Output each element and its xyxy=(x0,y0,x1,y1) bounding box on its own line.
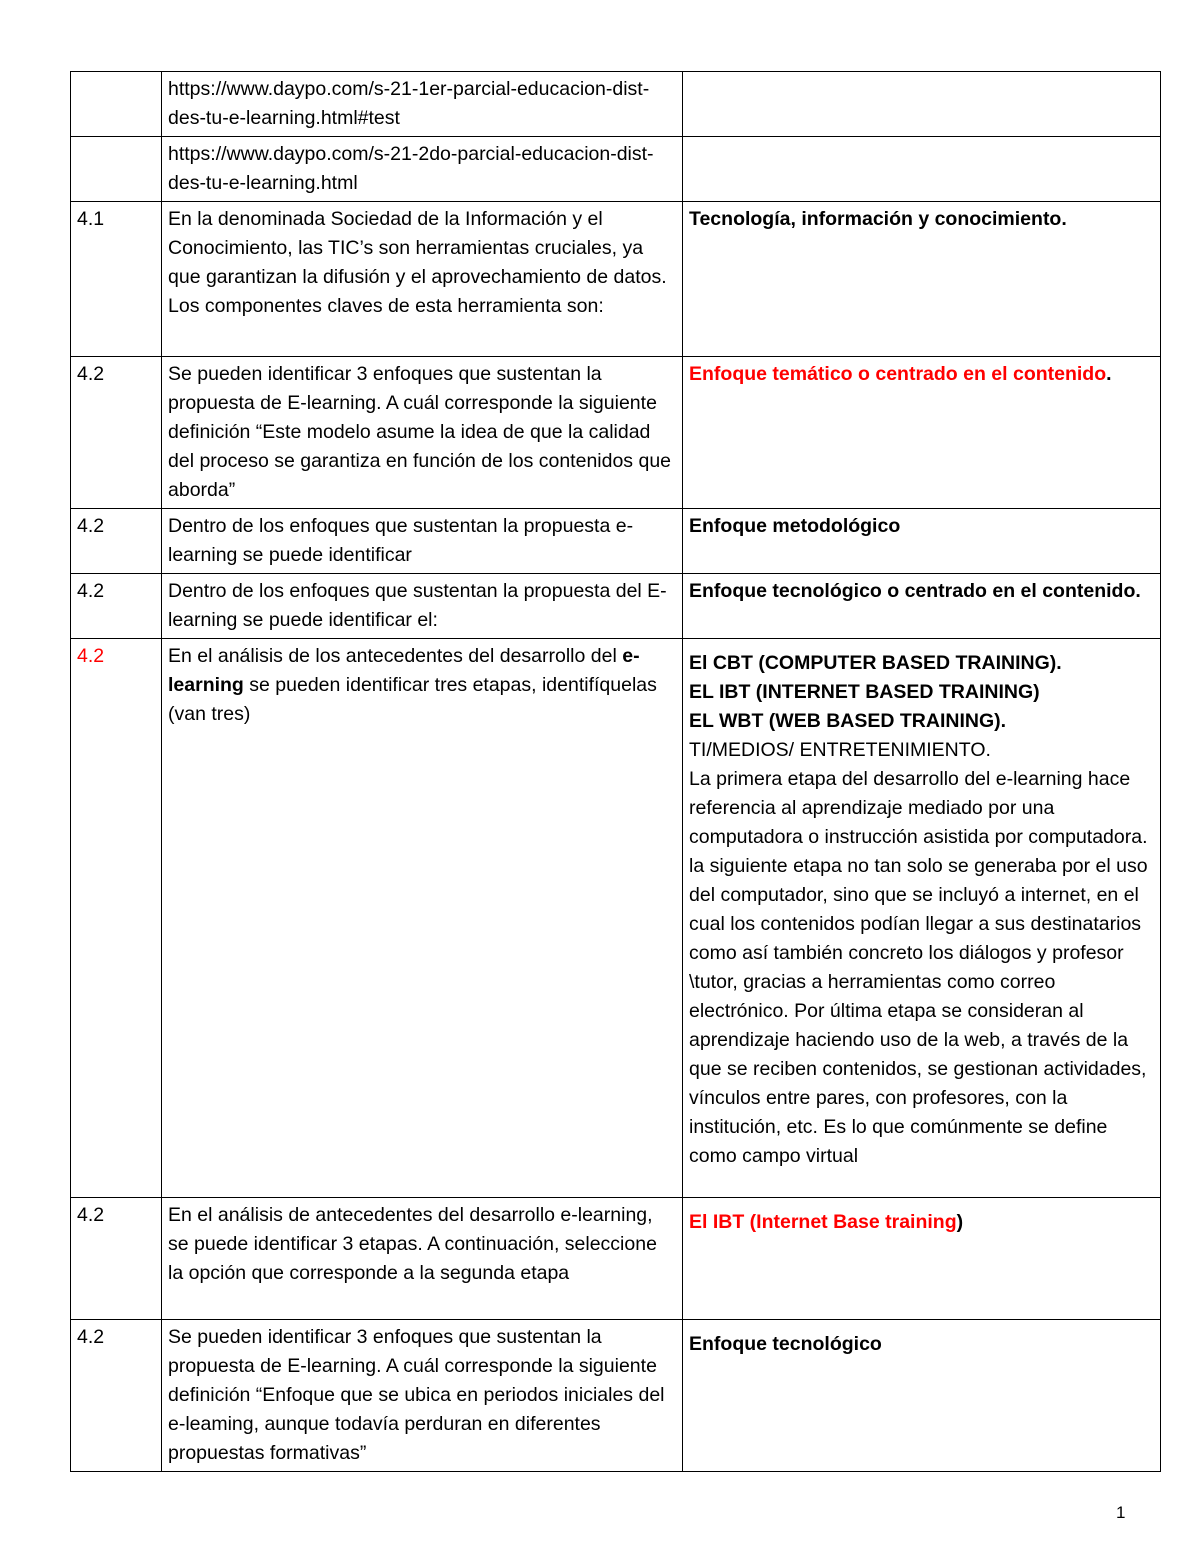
question-part: se pueden identificar tres etapas, identifíquelas (van tres) xyxy=(168,674,657,725)
table-row xyxy=(71,574,1161,639)
answer-cell xyxy=(683,1198,1161,1320)
row-number: 4.2 xyxy=(71,574,162,639)
question-text: Se pueden identificar 3 enfoques que sustentan la propuesta de E-learning. A cuál corresponde la siguiente definición “Este modelo asume la idea de que la calidad del proceso se garantiza en función de los contenidos que aborda” xyxy=(162,357,683,509)
answer-line: EL WBT (WEB BASED TRAINING). xyxy=(689,710,1007,732)
question-text: En la denominada Sociedad de la Información y el Conocimiento, las TIC’s son herramientas cruciales, ya que garantizan la difusión y el aprovechamiento de datos. Los componentes claves de esta herramienta son: xyxy=(162,202,683,357)
answer-paragraph: La primera etapa del desarrollo del e-learning hace referencia al aprendizaje mediado por una computadora o instrucción asistida por computadora. la siguiente etapa no tan solo se generaba por el uso del computador, sino que se incluyó a internet, en el cual los contenidos podían llegar a sus destinatarios como así también concreto los diálogos y profesor \tutor, gracias a herramientas como correo electrónico. Por última etapa se consideran al aprendizaje haciendo uso de la web, a través de la que se reciben contenidos, se gestionan actividades, vínculos entre pares, con profesores, con la institución, etc. Es lo que comúnmente se define como campo virtual xyxy=(689,768,1148,1167)
answer-cell xyxy=(683,72,1161,137)
answer-text: Enfoque temático o centrado en el contenido xyxy=(689,363,1107,385)
question-text: Dentro de los enfoques que sustentan la propuesta del E-learning se puede identificar el: xyxy=(162,574,683,639)
question-text: Dentro de los enfoques que sustentan la propuesta e-learning se puede identificar xyxy=(162,509,683,574)
table-row xyxy=(71,72,1161,137)
answer-punctuation: ) xyxy=(956,1211,964,1233)
answer-punctuation: . xyxy=(1106,363,1112,385)
table-row xyxy=(71,202,1161,357)
table-row xyxy=(71,357,1161,509)
question-link[interactable]: https://www.daypo.com/s-21-1er-parcial-educacion-dist-des-tu-e-learning.html#test xyxy=(162,72,683,137)
question-link[interactable]: https://www.daypo.com/s-21-2do-parcial-educacion-dist-des-tu-e-learning.html xyxy=(162,137,683,202)
table-row xyxy=(71,1320,1161,1472)
row-number: 4.2 xyxy=(71,509,162,574)
question-text: En el análisis de antecedentes del desarrollo e-learning, se puede identificar 3 etapas. A continuación, seleccione la opción que corresponde a la segunda etapa xyxy=(162,1198,683,1320)
page-number: 1 xyxy=(1116,1503,1126,1522)
answer-cell xyxy=(683,639,1161,1198)
row-number: 4.1 xyxy=(71,202,162,357)
question-text xyxy=(162,639,683,1198)
row-number: 4.2 xyxy=(71,357,162,509)
qa-table xyxy=(70,71,1161,1472)
answer-text: Tecnología, información y conocimiento. xyxy=(683,202,1161,357)
question-emphasis: e-learning xyxy=(168,645,640,696)
answer-text: Enfoque metodológico xyxy=(683,509,1161,574)
row-number: 4.2 xyxy=(71,639,162,1198)
answer-cell xyxy=(683,137,1161,202)
row-number: 4.2 xyxy=(71,1198,162,1320)
question-text: Se pueden identificar 3 enfoques que sustentan la propuesta de E-learning. A cuál corresponde la siguiente definición “Enfoque que se ubica en periodos iniciales del e-leaming, aunque todavía perduran en diferentes propuestas formativas” xyxy=(162,1320,683,1472)
question-part: En el análisis de los antecedentes del desarrollo del xyxy=(168,645,617,667)
answer-line: TI/MEDIOS/ ENTRETENIMIENTO. xyxy=(689,739,991,761)
answer-line: EL IBT (INTERNET BASED TRAINING) xyxy=(689,681,1040,703)
table-row xyxy=(71,639,1161,1198)
answer-text: Enfoque tecnológico xyxy=(683,1320,1161,1472)
answer-text: El IBT (Internet Base training xyxy=(689,1211,957,1233)
table-row xyxy=(71,509,1161,574)
row-number xyxy=(71,72,162,137)
row-number: 4.2 xyxy=(71,1320,162,1472)
answer-line: El CBT (COMPUTER BASED TRAINING). xyxy=(689,652,1062,674)
answer-cell xyxy=(683,357,1161,509)
row-number xyxy=(71,137,162,202)
answer-text: Enfoque tecnológico o centrado en el contenido. xyxy=(683,574,1161,639)
table-row xyxy=(71,137,1161,202)
table-row xyxy=(71,1198,1161,1320)
